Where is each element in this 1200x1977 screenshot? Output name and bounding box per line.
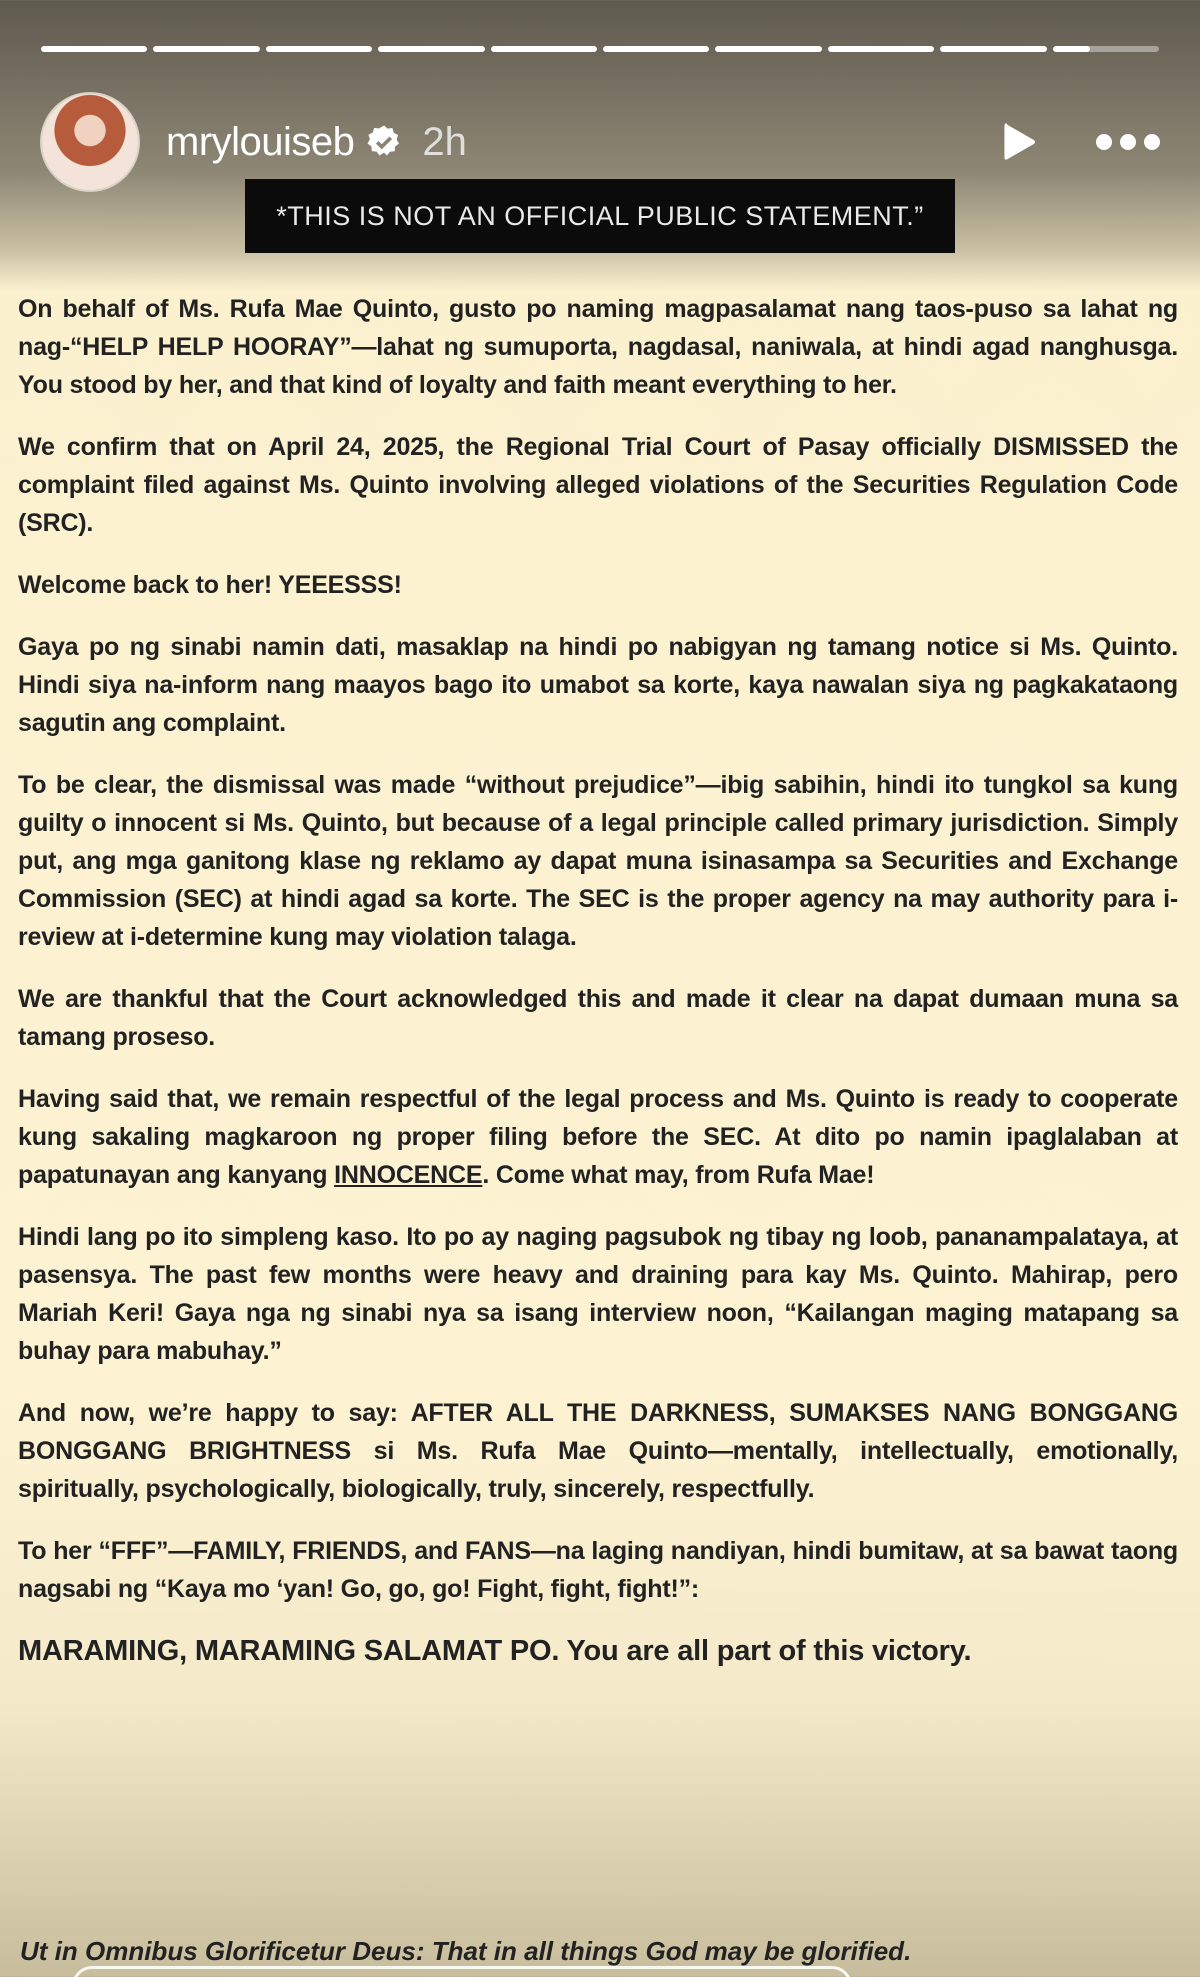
paragraph: On behalf of Ms. Rufa Mae Quinto, gusto po naming magpasalamat nang taos-puso sa lahat ng nag-“HELP HELP HOORAY”—lahat ng sumuporta, nagdasal, naniwala, at hindi agad nanghusga. You stood by her, and that kind of loyalty and faith meant everything to her.	[18, 295, 1178, 399]
innocence-underlined: INNOCENCE	[334, 1161, 483, 1189]
closing-line: MARAMING, MARAMING SALAMAT PO. You are all part of this victory.	[18, 1635, 972, 1667]
paragraph	[18, 1080, 1178, 1194]
avatar[interactable]	[40, 92, 140, 192]
progress-segment	[828, 46, 934, 52]
progress-segment	[378, 46, 484, 52]
paragraph: We confirm that on April 24, 2025, the Regional Trial Court of Pasay officially DISMISSED the complaint filed against Ms. Quinto involving alleged violations of the Securities Regulation Code (SRC).	[18, 433, 1178, 537]
footer-motto: Ut in Omnibus Glorificetur Deus: That in all things God may be glorified.	[20, 1936, 912, 1966]
post-time: 2h	[422, 119, 467, 164]
paragraph: To her “FFF”—FAMILY, FRIENDS, and FANS—na laging nandiyan, hindi bumitaw, at sa bawat taong nagsabi ng “Kaya mo ‘yan! Go, go, go! Fight, fight, fight!”:	[18, 1537, 1178, 1603]
paragraph: Gaya po ng sinabi namin dati, masaklap na hindi po nabigyan ng tamang notice si Ms. Quinto. Hindi siya na-inform nang maayos bago ito umabot sa korte, kaya nawalan siya ng pagkakataong sagutin ang complaint.	[18, 633, 1178, 737]
story-header	[40, 92, 1160, 192]
play-icon[interactable]	[994, 117, 1044, 167]
progress-segment	[1053, 46, 1159, 52]
paragraph: Hindi lang po ito simpleng kaso. Ito po ay naging pagsubok ng tibay ng loob, pananampalataya, at pasensya. The past few months were heavy and draining para kay Ms. Quinto. Mahirap, pero Mariah Keri! Gaya nga ng sinabi nya sa isang interview noon, “Kailangan maging matapang sa buhay para mabuhay.”	[18, 1223, 1178, 1365]
story-progress-bar	[41, 46, 1159, 52]
reply-input[interactable]	[72, 1966, 852, 1977]
disclaimer-banner: *THIS IS NOT AN OFFICIAL PUBLIC STATEMENT.”	[245, 179, 955, 253]
progress-segment	[603, 46, 709, 52]
text: Having said that, we remain respectful of the legal process and Ms. Quinto is ready to cooperate kung sakaling magkaroon ng proper filing before the SEC. At dito po namin ipaglalaban at papatunayan ang kanyang	[18, 1085, 1178, 1189]
verified-badge-icon	[366, 124, 402, 160]
progress-segment	[153, 46, 259, 52]
progress-segment	[266, 46, 372, 52]
paragraph: And now, we’re happy to say: AFTER ALL THE DARKNESS, SUMAKSES NANG BONGGANG BONGGANG BRIGHTNESS si Ms. Rufa Mae Quinto—mentally, intellectually, emotionally, spiritually, psychologically, biologically, truly, sincerely, respectfully.	[18, 1399, 1178, 1503]
text: . Come what may, from Rufa Mae!	[482, 1161, 875, 1189]
paragraph: We are thankful that the Court acknowledged this and made it clear na dapat dumaan muna sa tamang proseso.	[18, 985, 1178, 1051]
username[interactable]: mrylouiseb	[166, 119, 355, 164]
paragraph: To be clear, the dismissal was made “without prejudice”—ibig sabihin, hindi ito tungkol sa kung guilty o innocent si Ms. Quinto, but because of a legal principle called primary jurisdiction. Simply put, ang mga ganitong klase ng reklamo ay dapat muna isinasampa sa Securities and Exchange Commission (SEC) at hindi agad sa korte. The SEC is the proper agency na may authority para i-review at i-determine kung may violation talaga.	[18, 771, 1178, 951]
statement-body	[18, 290, 1178, 1694]
progress-segment	[715, 46, 821, 52]
more-options-icon[interactable]	[1096, 134, 1160, 150]
progress-segment	[41, 46, 147, 52]
paragraph: Welcome back to her! YEEESSS!	[18, 571, 402, 599]
progress-segment	[491, 46, 597, 52]
progress-segment	[940, 46, 1046, 52]
